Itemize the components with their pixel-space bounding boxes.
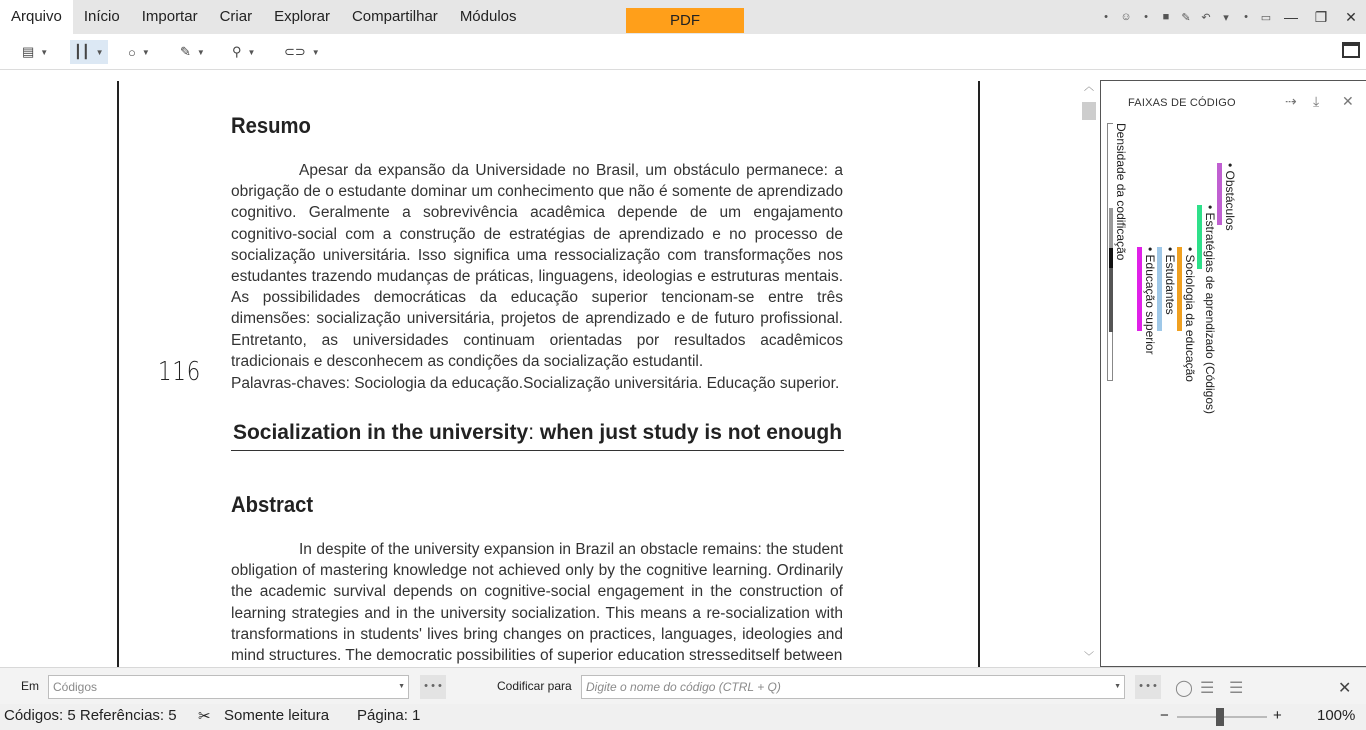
- stripe-educacao-superior[interactable]: [1137, 247, 1142, 331]
- resumo-paragraph[interactable]: Apesar da expansão da Universidade no Brasil, um obstáculo permanece: a obrigação de o estudante dominar um conhecimento que não é somente de aprendizado cognitivo. Geralmente a sobrevivência acadêmica depende de um engajamento cognitivo-social com a construção de estratégias de aprendizado e no processo de socialização universitária. Isso significa uma ressocialização com transformações nos estudantes trazendo mudanças de práticas, linguagens, ideologias e estruturas mentais. As possibilidades democráticas da educação superior tencionam-se entre três dimensões: socialização universitária, projetos de aprendizado e de futuro profissional. Entretanto, as universidades continuam orientadas por resultados acadêmicos tradicionais e desconhecem as condições da socialização estudantil.: [231, 162, 843, 370]
- read-only-status: Somente leitura: [224, 707, 330, 724]
- resumo-heading: Resumo: [231, 113, 311, 138]
- dot-icon: •: [1144, 11, 1148, 23]
- zoom-level: 100%: [1317, 707, 1356, 724]
- minimize-button[interactable]: —: [1284, 9, 1298, 25]
- status-bar: [0, 704, 1366, 730]
- menu-inicio[interactable]: Início: [83, 8, 120, 25]
- menu-pdf-tab[interactable]: PDF: [626, 8, 744, 33]
- code-label-sociologia-da-educacao[interactable]: • Sociologia da educação: [1183, 247, 1197, 382]
- code-name-input[interactable]: [581, 675, 1125, 699]
- em-placeholder: Códigos: [53, 680, 98, 694]
- english-title-part1: Socialization in the university: [232, 421, 529, 444]
- customize-icon[interactable]: ▾: [1223, 11, 1229, 24]
- code-name-placeholder: Digite o nome do código (CTRL + Q): [586, 680, 781, 694]
- restore-button[interactable]: ❐: [1314, 8, 1328, 25]
- menu-modulos[interactable]: Módulos: [459, 8, 517, 25]
- shape-tool[interactable]: [124, 40, 154, 64]
- coding-stripes-panel: [1100, 80, 1366, 667]
- english-title: [231, 421, 844, 445]
- close-coding-bar-icon[interactable]: ✕: [1338, 680, 1352, 697]
- menu-explorar[interactable]: Explorar: [274, 8, 330, 25]
- page-number: 116: [158, 357, 202, 387]
- page-border-left: [117, 81, 119, 667]
- add-code-icon[interactable]: ☰: [1229, 680, 1244, 697]
- close-window-button[interactable]: ✕: [1345, 8, 1357, 25]
- pin-icon[interactable]: ⤓: [1313, 93, 1320, 109]
- uncode-icon[interactable]: ☰: [1200, 680, 1215, 697]
- account-icon[interactable]: ☺: [1120, 11, 1132, 23]
- stripes-icon: ┃┃: [74, 44, 90, 59]
- stripe-obstaculos[interactable]: [1217, 163, 1222, 225]
- read-only-icon: ✂: [198, 708, 211, 725]
- window-layout-icon[interactable]: [1342, 42, 1360, 58]
- comment-tool[interactable]: [18, 40, 52, 64]
- density-label: Densidade da codificação: [1114, 123, 1128, 261]
- zoom-tool[interactable]: [228, 40, 259, 64]
- em-more-button[interactable]: • • •: [420, 675, 446, 699]
- zoom-icon: ⚲: [232, 44, 242, 59]
- menu-importar[interactable]: Importar: [141, 8, 198, 25]
- close-panel-icon[interactable]: ✕: [1342, 93, 1354, 109]
- codificar-more-button[interactable]: • • •: [1135, 675, 1161, 699]
- title-tools: [1096, 0, 1366, 34]
- toolbar: [0, 34, 1366, 70]
- link-tool[interactable]: [280, 40, 324, 64]
- menu-criar[interactable]: Criar: [219, 8, 253, 25]
- dot-icon: •: [1244, 11, 1248, 23]
- code-label-obstaculos[interactable]: • Obstáculos: [1223, 163, 1237, 231]
- document-scrollbar[interactable]: [1080, 80, 1098, 666]
- em-label: Em: [21, 679, 39, 693]
- chevron-down-icon: ▼: [95, 47, 104, 57]
- title-divider: [231, 450, 844, 451]
- english-title-part2: when just study is not enough: [534, 421, 843, 444]
- coding-bar: [0, 667, 1366, 704]
- chevron-down-icon: ▼: [398, 683, 405, 690]
- chevron-down-icon: ▼: [1114, 683, 1121, 690]
- menu-arquivo[interactable]: Arquivo: [0, 0, 73, 34]
- keywords-line[interactable]: Palavras-chaves: Sociologia da educação.Socialização universitária. Educação superior.: [231, 375, 840, 392]
- code-label-estrategias-de-aprendizado[interactable]: • Estratégias de aprendizado (Códigos): [1203, 205, 1217, 414]
- highlighter-icon: ✎: [180, 44, 191, 59]
- dot-icon: •: [1104, 11, 1108, 23]
- codes-references-count: Códigos: 5 Referências: 5: [4, 707, 177, 724]
- chevron-down-icon: ▼: [247, 47, 256, 57]
- english-title-separator: :: [528, 421, 535, 444]
- coding-density-bar: [1107, 123, 1113, 381]
- abstract-heading: Abstract: [231, 492, 314, 517]
- link-icon: ⊂⊃: [284, 44, 306, 59]
- stripe-estudantes[interactable]: [1157, 247, 1162, 331]
- edit-icon[interactable]: ✎: [1181, 11, 1191, 24]
- stripe-sociologia-da-educacao[interactable]: [1177, 247, 1182, 331]
- page-border-right: [978, 81, 980, 667]
- chevron-down-icon: ▼: [311, 47, 320, 57]
- document-view: [0, 71, 1098, 667]
- zoom-out-button[interactable]: −: [1160, 707, 1169, 724]
- scrollbar-thumb[interactable]: [1082, 102, 1096, 120]
- code-circle-icon[interactable]: ◯: [1175, 680, 1193, 697]
- em-select[interactable]: [48, 675, 409, 699]
- menu-compartilhar[interactable]: Compartilhar: [351, 8, 438, 25]
- highlighter-tool[interactable]: [176, 40, 209, 64]
- circle-icon: ○: [128, 44, 136, 60]
- chevron-down-icon: ▼: [40, 47, 49, 57]
- codificar-label: Codificar para: [497, 679, 572, 693]
- abstract-paragraph[interactable]: In despite of the university expansion in Brazil an obstacle remains: the student obligation of mastering knowledge not achieved only by the cognitive learning. Ordinarily the academic survival depends on cognitive-social engagement in the construction of learning strategies and in the university socialization. This means a re-socialization with transformations in students' lives bring changes on practices, languages, ideologies and mind structures. The democratic possibilities of superior education stresseditself between: [231, 541, 843, 665]
- code-label-educacao-superior[interactable]: • Educação superior: [1143, 247, 1157, 355]
- zoom-in-button[interactable]: +: [1273, 707, 1282, 724]
- coding-stripes-title: FAIXAS DE CÓDIGO: [1128, 97, 1236, 109]
- code-label-estudantes[interactable]: • Estudantes: [1163, 247, 1177, 315]
- scroll-up-icon[interactable]: ︿: [1084, 82, 1094, 93]
- comment-icon: ▤: [22, 44, 35, 59]
- undock-icon[interactable]: ⇢: [1285, 93, 1297, 109]
- zoom-slider-thumb[interactable]: [1216, 708, 1224, 726]
- scroll-down-icon[interactable]: ﹀: [1084, 652, 1094, 663]
- undo-icon[interactable]: ↶: [1201, 11, 1211, 24]
- stripe-estrategias-de-aprendizado[interactable]: [1197, 205, 1202, 269]
- chevron-down-icon: ▼: [141, 47, 150, 57]
- page-indicator: Página: 1: [357, 707, 421, 724]
- chevron-down-icon: ▼: [196, 47, 205, 57]
- save-icon[interactable]: ■: [1162, 11, 1170, 23]
- stripes-tool[interactable]: [70, 40, 108, 64]
- chat-icon[interactable]: ▭: [1260, 11, 1272, 24]
